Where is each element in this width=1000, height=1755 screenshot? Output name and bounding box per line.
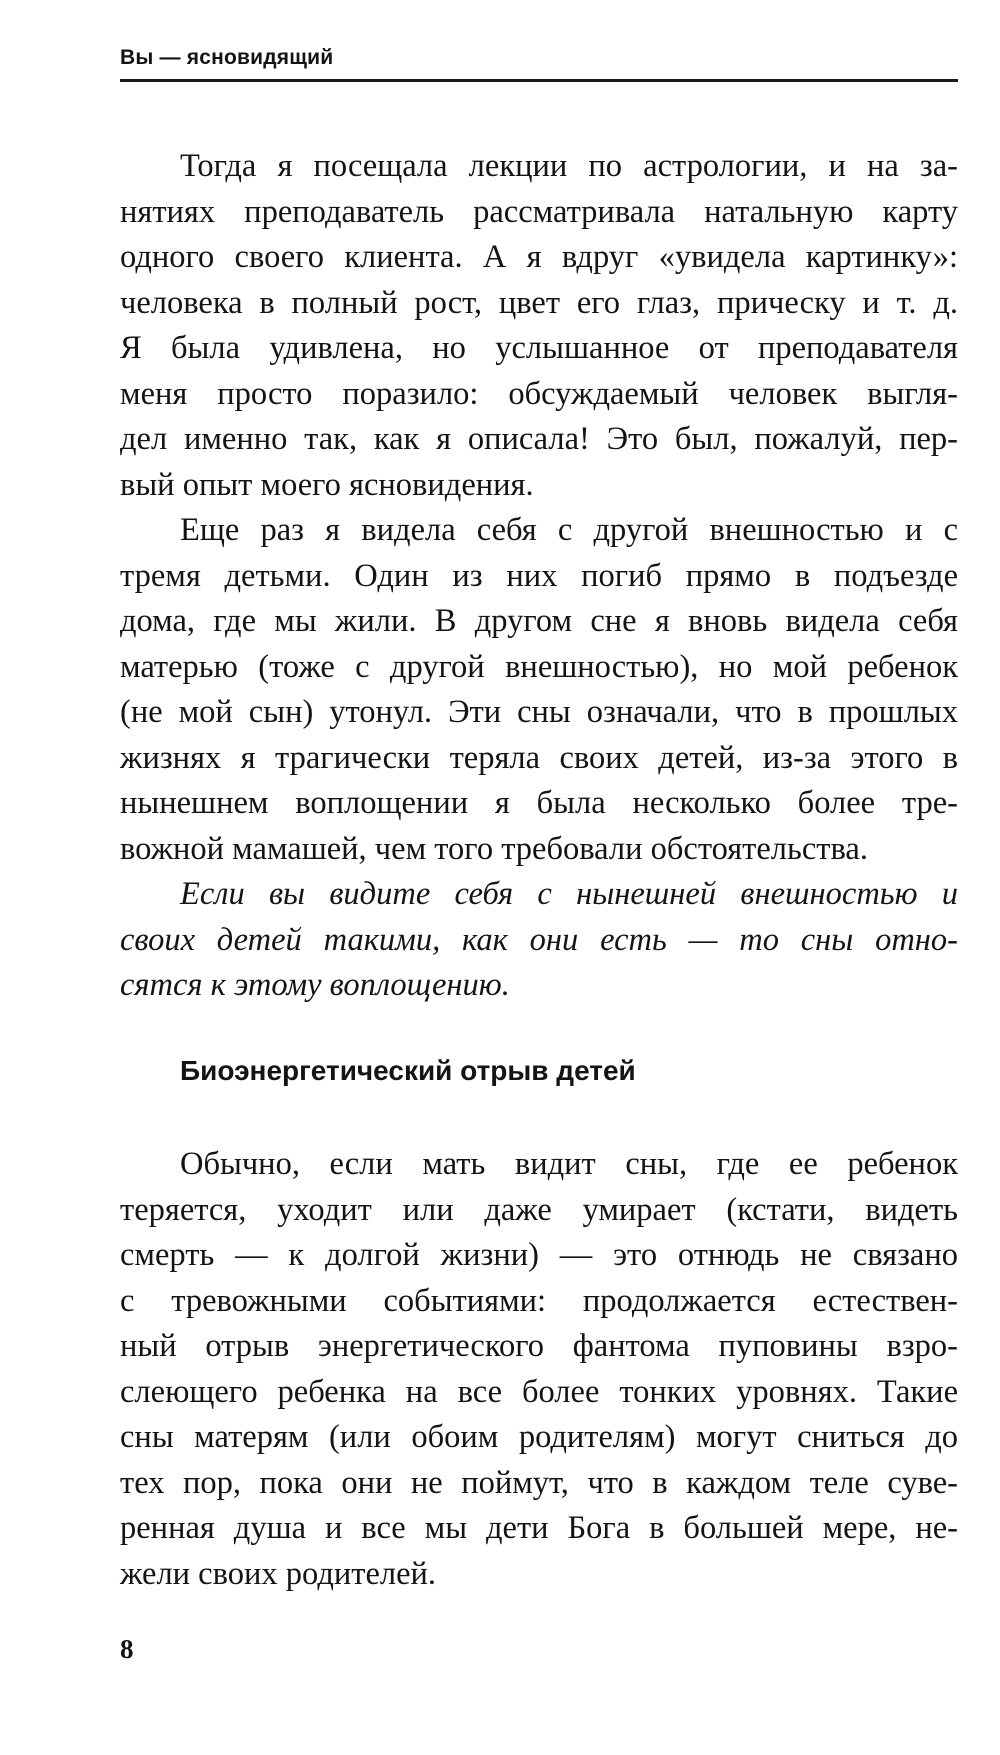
text-line: Еще раз я видела себя с другой внешностью и с xyxy=(180,512,958,548)
text-line: матерью (тоже с другой внешностью), но мой ребенок xyxy=(120,648,958,685)
text-line: с тревожными событиями: продолжается естествен- xyxy=(120,1282,958,1319)
text-line: сятся к этому воплощению. xyxy=(120,967,510,1003)
text-line: человека в полный рост, цвет его глаз, прическу и т. д. xyxy=(120,284,958,321)
text-line: (не мой сын) утонул. Эти сны означали, что в прошлых xyxy=(120,694,958,730)
text-line: ренная душа и все мы дети Бога в большей мере, не- xyxy=(120,1510,958,1546)
page-number: 8 xyxy=(120,1634,134,1664)
text-line: сны матерям (или обоим родителям) могут сниться до xyxy=(120,1419,958,1455)
text-line: дел именно так, как я описала! Это был, пожалуй, пер- xyxy=(120,421,958,457)
text-line: смерть — к долгой жизни) — это отнюдь не связано xyxy=(120,1237,958,1273)
paragraph-2 xyxy=(120,508,958,872)
text-line: жизнях я трагически теряла своих детей, из-за этого в xyxy=(120,739,958,776)
text-line: жели своих родителей. xyxy=(120,1555,437,1592)
text-line: дома, где мы жили. В другом сне я вновь видела себя xyxy=(120,603,958,639)
text-line: своих детей такими, как они есть — то сны отно- xyxy=(120,921,958,958)
text-line: нятиях преподаватель рассматривала натальную карту xyxy=(120,193,958,230)
text-line: слеющего ребенка на все более тонких уровнях. Такие xyxy=(120,1373,958,1410)
text-line: меня просто поразило: обсуждаемый человек выгля- xyxy=(120,375,958,412)
paragraph-4 xyxy=(120,1142,958,1597)
running-head xyxy=(120,44,958,82)
paragraph-1 xyxy=(120,144,958,508)
paragraph-3-italic xyxy=(120,872,958,1009)
text-line: Я была удивлена, но услышанное от преподавателя xyxy=(120,330,958,366)
running-title: Вы — ясновидящий xyxy=(120,46,334,69)
text-line: Обычно, если мать видит сны, где ее ребенок xyxy=(180,1146,958,1182)
text-line: Если вы видите себя с нынешней внешностью и xyxy=(180,876,958,912)
text-line: Тогда я посещала лекции по астрологии, и на за- xyxy=(180,148,958,184)
section-heading: Биоэнергетический отрыв детей xyxy=(180,1055,636,1086)
text-line: вый опыт моего ясновидения. xyxy=(120,466,534,503)
text-line: вожной мамашей, чем того требовали обстоятельства. xyxy=(120,830,868,867)
text-line: тех пор, пока они не поймут, что в каждом теле суве- xyxy=(120,1464,958,1501)
text-line: одного своего клиента. А я вдруг «увидела картинку»: xyxy=(120,239,958,275)
text-line: теряется, уходит или даже умирает (кстати, видеть xyxy=(120,1191,958,1228)
text-line: нынешнем воплощении я была несколько более тре- xyxy=(120,785,958,821)
text-line: ный отрыв энергетического фантома пуповины взро- xyxy=(120,1328,958,1364)
text-line: тремя детьми. Один из них погиб прямо в подъезде xyxy=(120,557,958,594)
